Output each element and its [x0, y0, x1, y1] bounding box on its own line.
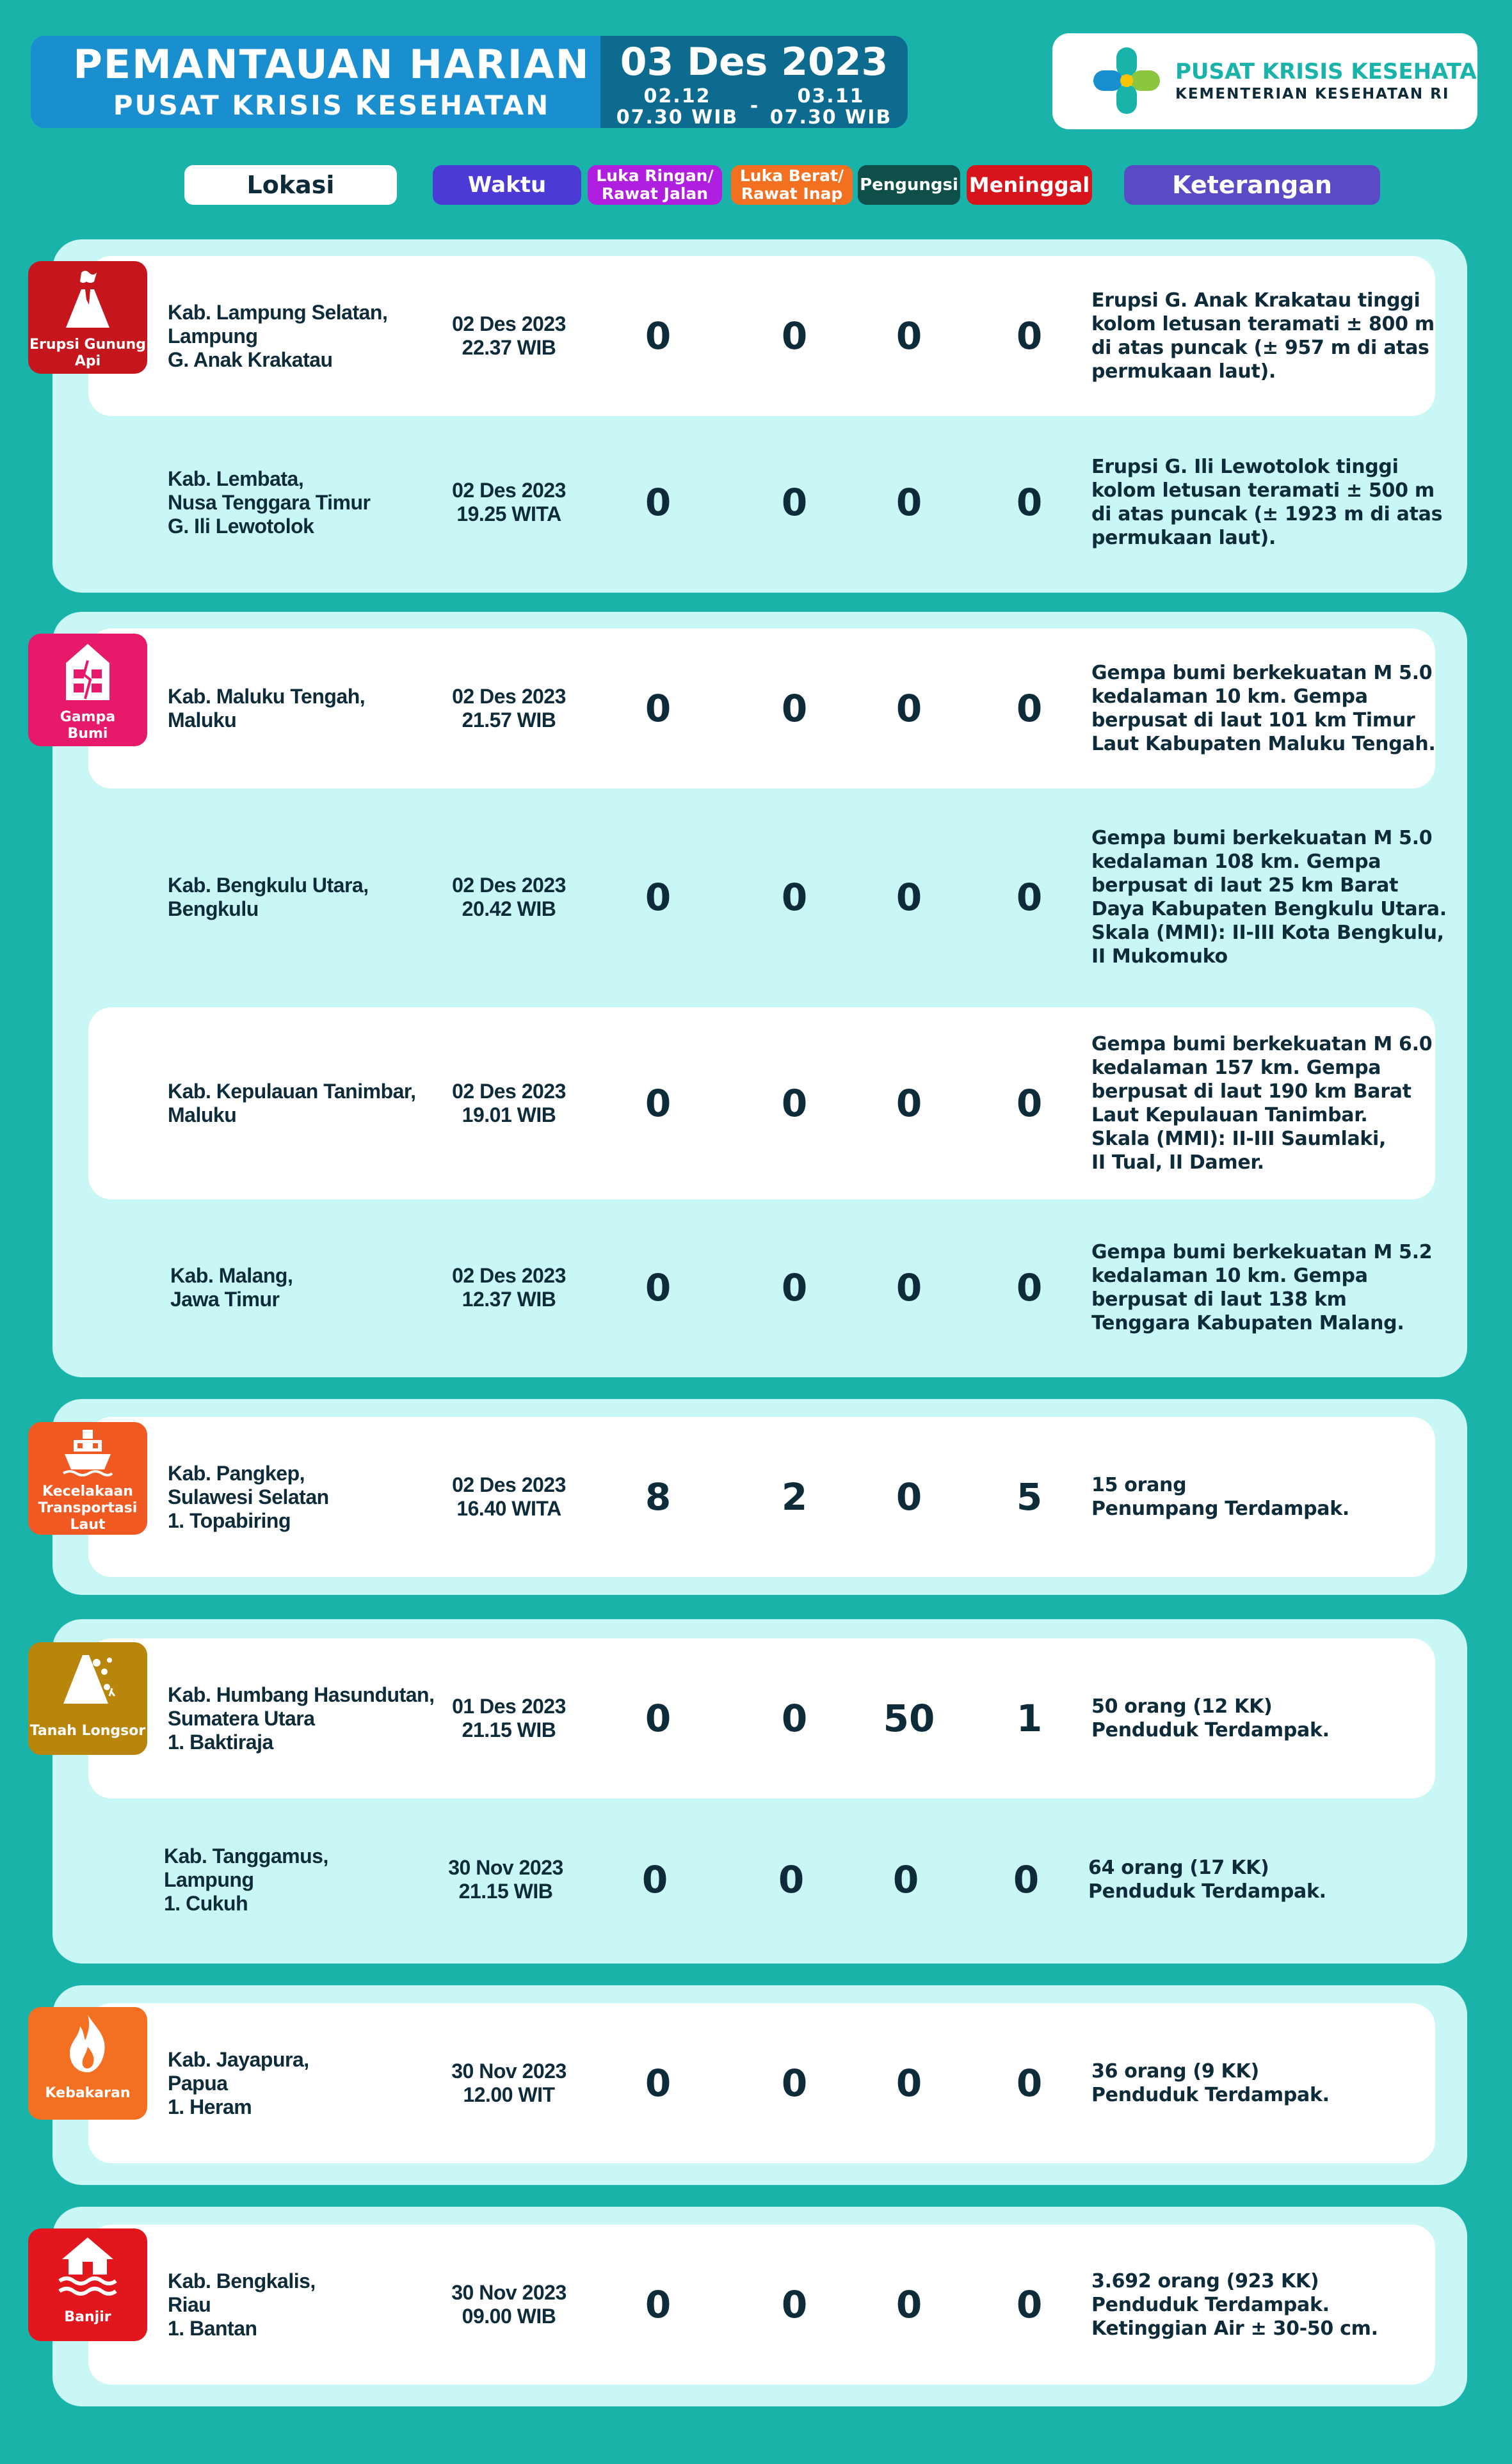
row-note — [1091, 256, 1437, 416]
row-location — [168, 788, 449, 1006]
table-row — [0, 628, 1512, 788]
health-crisis-logo-icon — [1091, 45, 1162, 116]
location-line: Kab. Bengkalis, — [168, 2269, 316, 2292]
category-label — [28, 709, 147, 742]
range-end-date: 03.11 — [797, 85, 865, 108]
location-line: 1. Topabiring — [168, 1508, 291, 1532]
location-line: G. Anak Krakatau — [168, 348, 333, 371]
ship-icon — [61, 1427, 115, 1478]
time-clock: 19.25 WITA — [456, 502, 561, 525]
note-line: Tenggara Kabupaten Malang. — [1091, 1312, 1404, 1334]
logo-line-1: PUSAT KRISIS KESEHATAN — [1175, 59, 1495, 84]
category-badge-banjir — [28, 2228, 147, 2341]
table-row — [0, 1800, 1512, 1960]
pengungsi-value: 0 — [896, 1082, 922, 1125]
meninggal-value: 0 — [1016, 2061, 1043, 2105]
location-line: 1. Baktiraja — [168, 1730, 273, 1754]
table-row — [0, 422, 1512, 582]
note-line: Laut Kepulauan Tanimbar. — [1091, 1104, 1368, 1126]
column-header-luka-berat-line2: Rawat Inap — [741, 184, 843, 203]
note-line: Gempa bumi berkekuatan M 5.0 — [1091, 662, 1433, 684]
time-date: 02 Des 2023 — [452, 1080, 566, 1103]
row-time — [419, 1800, 592, 1960]
note-line: II Tual, II Damer. — [1091, 1151, 1264, 1174]
pengungsi-value: 0 — [896, 687, 922, 730]
row-note — [1091, 1007, 1437, 1199]
category-label-line: Banjir — [64, 2309, 111, 2325]
time-clock: 21.15 WIB — [458, 1880, 553, 1903]
pengungsi-value: 0 — [892, 1858, 919, 1901]
category-badge-tanah-longsor — [28, 1642, 147, 1755]
location-line: G. Ili Lewotolok — [168, 514, 314, 538]
row-location — [168, 1417, 449, 1577]
location-line: 1. Heram — [168, 2095, 252, 2118]
location-line: Kab. Malang, — [170, 1264, 293, 1287]
row-time — [422, 788, 595, 1006]
note-line: Penduduk Terdampak. — [1091, 2084, 1330, 2106]
time-date: 02 Des 2023 — [452, 479, 566, 502]
logo-line-2: KEMENTERIAN KESEHATAN RI — [1175, 86, 1450, 102]
time-date: 02 Des 2023 — [452, 874, 566, 897]
meninggal-value: 0 — [1016, 314, 1043, 358]
column-header-waktu — [433, 165, 581, 205]
note-line: berpusat di laut 190 km Barat — [1091, 1080, 1411, 1103]
note-line: 3.692 orang (923 KK) — [1091, 2269, 1319, 2292]
meninggal-value: 5 — [1016, 1475, 1043, 1519]
row-time — [422, 1417, 595, 1577]
location-line: Riau — [168, 2292, 211, 2316]
luka-ringan-value: 0 — [645, 314, 672, 358]
pengungsi-value: 0 — [896, 1475, 922, 1519]
location-line: 1. Cukuh — [164, 1891, 248, 1915]
category-badge-kecelakaan-transportasi-laut — [28, 1422, 147, 1535]
note-line: kolom letusan teramati ± 500 m — [1091, 479, 1435, 502]
row-location — [168, 2225, 449, 2385]
volcano-icon — [62, 269, 113, 330]
category-label-line: Gampa — [60, 709, 116, 725]
time-date: 02 Des 2023 — [452, 1473, 566, 1496]
luka-berat-value: 0 — [781, 314, 808, 358]
range-end-time: 07.30 WIB — [769, 106, 892, 128]
luka-berat-value: 0 — [781, 2061, 808, 2105]
luka-berat-value: 0 — [781, 876, 808, 919]
location-line: Bengkulu — [168, 897, 259, 920]
row-time — [422, 1201, 595, 1375]
luka-berat-value: 0 — [781, 481, 808, 524]
time-date: 30 Nov 2023 — [451, 2281, 567, 2304]
pengungsi-value: 0 — [896, 2283, 922, 2326]
time-clock: 19.01 WIB — [462, 1103, 556, 1126]
column-header-keterangan-label: Keterangan — [1172, 171, 1332, 199]
meninggal-value: 0 — [1016, 687, 1043, 730]
note-line: permukaan laut). — [1091, 360, 1276, 383]
meninggal-value: 1 — [1016, 1697, 1043, 1740]
row-note — [1091, 2225, 1437, 2385]
row-location — [168, 256, 449, 416]
table-row — [0, 788, 1512, 1006]
location-line: Sulawesi Selatan — [168, 1485, 329, 1508]
luka-berat-value: 2 — [781, 1475, 808, 1519]
row-note — [1091, 1201, 1437, 1375]
note-line: berpusat di laut 25 km Barat — [1091, 874, 1399, 897]
note-line: Gempa bumi berkekuatan M 5.0 — [1091, 827, 1433, 849]
column-header-waktu-label: Waktu — [467, 172, 547, 198]
note-line: kolom letusan teramati ± 800 m — [1091, 313, 1435, 335]
table-row — [0, 2003, 1512, 2163]
date-panel — [600, 36, 908, 128]
luka-ringan-value: 0 — [645, 481, 672, 524]
note-line: kedalaman 157 km. Gempa — [1091, 1057, 1381, 1079]
luka-ringan-value: 0 — [645, 687, 672, 730]
row-note — [1091, 422, 1443, 582]
category-label — [28, 1484, 147, 1533]
location-line: Lampung — [164, 1868, 254, 1891]
meninggal-value: 0 — [1016, 481, 1043, 524]
note-line: kedalaman 108 km. Gempa — [1091, 851, 1381, 873]
range-end — [767, 86, 895, 128]
category-label-line: Transportasi — [38, 1500, 138, 1516]
flood-house-icon — [57, 2234, 118, 2298]
row-note — [1091, 788, 1447, 1006]
row-time — [422, 256, 595, 416]
meninggal-value: 0 — [1016, 876, 1043, 919]
note-line: di atas puncak (± 1923 m di atas — [1091, 503, 1443, 525]
note-line: Penumpang Terdampak. — [1091, 1498, 1349, 1520]
location-line: Lampung — [168, 324, 258, 348]
row-location — [168, 422, 449, 582]
note-line: Skala (MMI): II-III Kota Bengkulu, — [1091, 922, 1444, 944]
fire-icon — [62, 2012, 113, 2076]
luka-berat-value: 0 — [781, 687, 808, 730]
category-label — [28, 2309, 147, 2326]
note-line: Erupsi G. Ili Lewotolok tinggi — [1091, 456, 1399, 478]
range-separator: - — [750, 95, 759, 117]
luka-ringan-value: 0 — [645, 2283, 672, 2326]
luka-ringan-value: 0 — [645, 1266, 672, 1309]
location-line: Kab. Humbang Hasundutan, — [168, 1683, 435, 1706]
report-date: 03 Des 2023 — [620, 40, 889, 84]
note-line: 15 orang — [1091, 1474, 1187, 1496]
luka-berat-value: 0 — [781, 1266, 808, 1309]
category-label — [28, 337, 147, 370]
location-line: Maluku — [168, 1103, 237, 1126]
row-time — [422, 2225, 595, 2385]
time-clock: 12.37 WIB — [462, 1288, 556, 1311]
row-time — [422, 2003, 595, 2163]
location-line: Nusa Tenggara Timur — [168, 490, 371, 514]
location-line: Kab. Pangkep, — [168, 1461, 305, 1485]
row-location — [164, 1800, 446, 1960]
row-time — [422, 1007, 595, 1199]
note-line: Daya Kabupaten Bengkulu Utara. — [1091, 898, 1447, 920]
note-line: Ketinggian Air ± 30-50 cm. — [1091, 2317, 1378, 2340]
location-line: Papua — [168, 2071, 228, 2095]
organization-logo — [1052, 33, 1495, 129]
note-line: kedalaman 10 km. Gempa — [1091, 685, 1368, 708]
table-row — [0, 256, 1512, 416]
column-header-lokasi — [184, 165, 397, 205]
column-header-pengungsi-label: Pengungsi — [860, 175, 958, 195]
note-line: Penduduk Terdampak. — [1091, 2293, 1330, 2316]
meninggal-value: 0 — [1016, 1266, 1043, 1309]
category-badge-gampa-bumi — [28, 634, 147, 746]
note-line: Penduduk Terdampak. — [1088, 1880, 1326, 1903]
table-row — [0, 1638, 1512, 1798]
row-location — [168, 1007, 449, 1199]
table-row — [0, 1007, 1512, 1199]
landslide-icon — [57, 1646, 118, 1708]
note-line: Skala (MMI): II-III Saumlaki, — [1091, 1128, 1387, 1150]
row-location — [168, 628, 449, 788]
note-line: 36 orang (9 KK) — [1091, 2060, 1259, 2083]
location-line: Kab. Kepulauan Tanimbar, — [168, 1080, 416, 1103]
range-start — [613, 86, 741, 128]
column-header-luka-berat-line1: Luka Berat/ — [739, 166, 844, 185]
time-date: 02 Des 2023 — [452, 1264, 566, 1287]
location-line: Kab. Tanggamus, — [164, 1844, 328, 1868]
luka-berat-value: 0 — [781, 1082, 808, 1125]
note-line: di atas puncak (± 957 m di atas — [1091, 337, 1429, 359]
time-clock: 20.42 WIB — [462, 897, 556, 920]
column-header-luka-ringan-line1: Luka Ringan/ — [596, 166, 714, 185]
pengungsi-value: 0 — [896, 2061, 922, 2105]
time-clock: 22.37 WIB — [462, 336, 556, 359]
row-time — [422, 1638, 595, 1798]
row-location — [168, 1638, 449, 1798]
category-label-line: Erupsi Gunung — [29, 337, 147, 353]
header-banner — [31, 36, 908, 128]
category-label — [28, 2085, 147, 2102]
note-line: Laut Kabupaten Maluku Tengah. — [1091, 733, 1436, 755]
category-label-line: Bumi — [67, 726, 108, 742]
page-subtitle: PUSAT KRISIS KESEHATAN — [113, 90, 551, 121]
location-line: 1. Bantan — [168, 2316, 257, 2340]
pengungsi-value: 0 — [896, 876, 922, 919]
luka-berat-value: 0 — [781, 1697, 808, 1740]
time-date: 30 Nov 2023 — [451, 2060, 567, 2083]
luka-berat-value: 0 — [781, 2283, 808, 2326]
category-badge-erupsi-gunung-api — [28, 261, 147, 374]
row-location — [168, 2003, 449, 2163]
luka-ringan-value: 0 — [641, 1858, 668, 1901]
row-note — [1091, 1417, 1437, 1577]
row-time — [422, 628, 595, 788]
table-row — [0, 2225, 1512, 2385]
page-title: PEMANTAUAN HARIAN — [73, 41, 590, 88]
luka-ringan-value: 0 — [645, 2061, 672, 2105]
luka-ringan-value: 0 — [645, 876, 672, 919]
location-line: Maluku — [168, 708, 237, 732]
row-location — [170, 1201, 452, 1375]
location-line: Sumatera Utara — [168, 1706, 315, 1730]
note-line: Gempa bumi berkekuatan M 5.2 — [1091, 1241, 1433, 1263]
note-line: berpusat di laut 138 km — [1091, 1288, 1347, 1311]
location-line: Kab. Maluku Tengah, — [168, 685, 366, 708]
category-badge-kebakaran — [28, 2007, 147, 2120]
category-label — [28, 1723, 147, 1740]
note-line: permukaan laut). — [1091, 527, 1276, 549]
pengungsi-value: 0 — [896, 481, 922, 524]
meninggal-value: 0 — [1013, 1858, 1040, 1901]
pengungsi-value: 50 — [883, 1697, 935, 1740]
column-header-lokasi-label: Lokasi — [246, 171, 335, 199]
note-line: 50 orang (12 KK) — [1091, 1695, 1273, 1718]
column-header-luka-ringan-line2: Rawat Jalan — [601, 184, 709, 203]
location-line: Kab. Lampung Selatan, — [168, 300, 388, 324]
location-line: Kab. Lembata, — [168, 467, 304, 490]
column-header-pengungsi — [858, 165, 960, 205]
luka-ringan-value: 0 — [645, 1697, 672, 1740]
row-time — [422, 422, 595, 582]
meninggal-value: 0 — [1016, 2283, 1043, 2326]
note-line: II Mukomuko — [1091, 945, 1228, 968]
note-line: kedalaman 10 km. Gempa — [1091, 1265, 1368, 1287]
row-note — [1091, 2003, 1437, 2163]
note-line: berpusat di laut 101 km Timur — [1091, 709, 1415, 732]
time-date: 30 Nov 2023 — [448, 1856, 563, 1879]
note-line: Gempa bumi berkekuatan M 6.0 — [1091, 1033, 1433, 1055]
earthquake-building-icon — [62, 641, 113, 703]
note-line: Erupsi G. Anak Krakatau tinggi — [1091, 289, 1420, 312]
location-line: Kab. Bengkulu Utara, — [168, 874, 369, 897]
pengungsi-value: 0 — [896, 1266, 922, 1309]
category-label-line: Kecelakaan — [42, 1484, 133, 1500]
column-header-meninggal-label: Meninggal — [969, 173, 1090, 197]
range-start-date: 02.12 — [643, 85, 711, 108]
range-start-time: 07.30 WIB — [616, 106, 739, 128]
category-label-line: Tanah Longsor — [29, 1723, 146, 1739]
time-clock: 21.15 WIB — [462, 1718, 556, 1741]
column-header-meninggal — [967, 165, 1092, 205]
note-line: 64 orang (17 KK) — [1088, 1857, 1269, 1879]
note-line: Penduduk Terdampak. — [1091, 1719, 1330, 1741]
time-date: 02 Des 2023 — [452, 685, 566, 708]
table-row — [0, 1417, 1512, 1577]
time-clock: 21.57 WIB — [462, 708, 556, 732]
pengungsi-value: 0 — [896, 314, 922, 358]
category-label-line: Kebakaran — [45, 2085, 131, 2101]
luka-berat-value: 0 — [778, 1858, 805, 1901]
time-date: 02 Des 2023 — [452, 312, 566, 335]
location-line: Kab. Jayapura, — [168, 2047, 309, 2071]
row-note — [1091, 1638, 1437, 1798]
meninggal-value: 0 — [1016, 1082, 1043, 1125]
time-clock: 16.40 WITA — [456, 1497, 561, 1520]
row-note — [1091, 628, 1437, 788]
location-line: Jawa Timur — [170, 1288, 280, 1311]
time-clock: 09.00 WIB — [462, 2305, 556, 2328]
column-header-luka-ringan — [588, 165, 722, 205]
row-note — [1088, 1800, 1434, 1960]
luka-ringan-value: 0 — [645, 1082, 672, 1125]
time-date: 01 Des 2023 — [452, 1695, 566, 1718]
table-row — [0, 1201, 1512, 1375]
column-header-keterangan — [1124, 165, 1380, 205]
column-header-luka-berat — [731, 165, 853, 205]
time-clock: 12.00 WIT — [463, 2083, 555, 2106]
luka-ringan-value: 8 — [645, 1475, 672, 1519]
category-label-line: Api — [74, 353, 101, 369]
category-label-line: Laut — [70, 1517, 106, 1533]
